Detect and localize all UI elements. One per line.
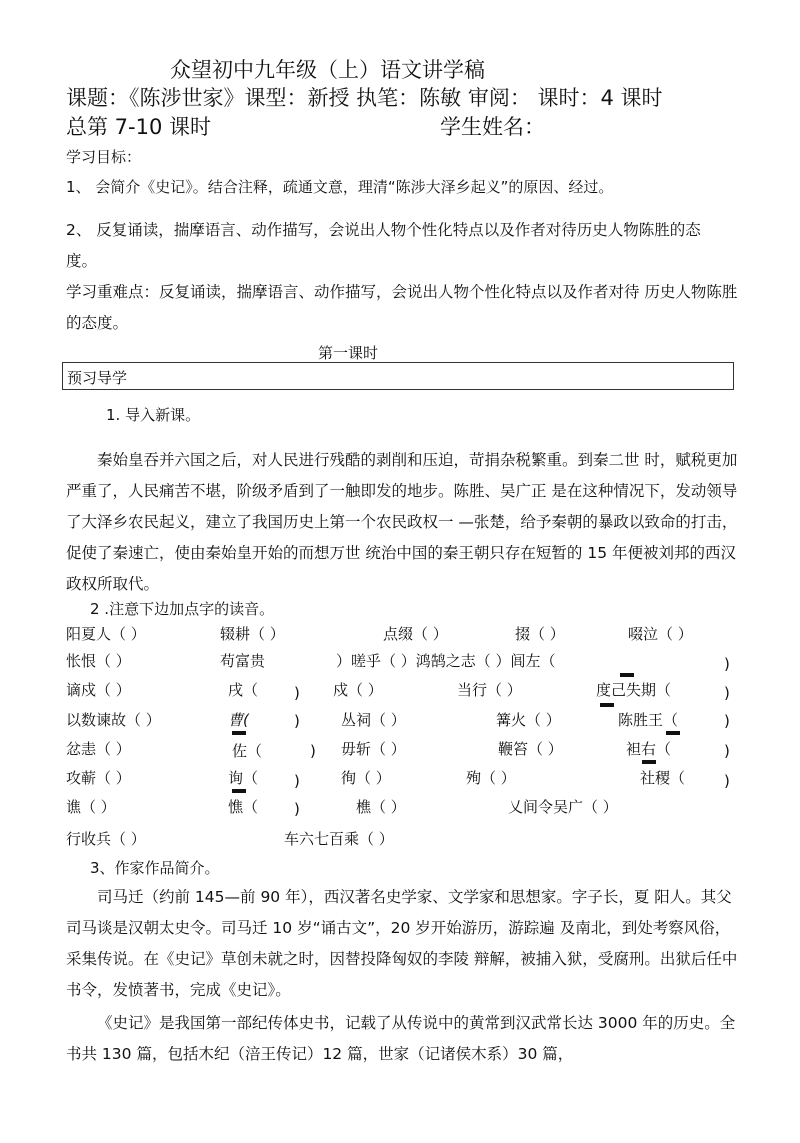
item-2: 2 .注意下边加点字的读音。 (90, 600, 275, 618)
lesson-heading: 第一课时 (318, 344, 379, 362)
pron-cell: ) (294, 772, 300, 790)
goal-2: 2、 反复诵读，揣摩语言、动作描写，会说出人物个性化特点以及作者对待历史人物陈胜的态度。 (66, 221, 701, 270)
pron-cell: 苟富贵 (220, 652, 266, 670)
dot-mark (232, 789, 246, 793)
document-title: 众望初中九年级（上）语文讲学稿 (170, 58, 485, 82)
pron-cell: 忿恚（ ） (66, 740, 131, 758)
pron-cell: ) (294, 684, 300, 702)
pron-cell: 怅恨（ ） (66, 652, 131, 670)
pron-cell: 曹( (228, 711, 249, 729)
pron-cell: 毋斩（ ） (341, 740, 406, 758)
pron-cell: 篝火（ ） (496, 711, 561, 729)
pron-cell: ) (724, 655, 730, 673)
pron-cell: 袒右（ (626, 740, 672, 758)
dot-mark (666, 731, 680, 735)
dot-mark (600, 703, 614, 707)
pron-cell: ）嗟乎（ ）鸿鹄之志（ ）闾左（ (336, 652, 556, 670)
pron-cell: 掇（ ） (515, 625, 565, 643)
pron-cell: 戌（ (228, 681, 259, 699)
pron-cell: 徇（ ） (341, 769, 391, 787)
pron-cell: 乂间令吴广（ ） (508, 798, 618, 816)
lesson-count: 总第 7‑10 课时 (66, 115, 212, 139)
pron-cell: 陈胜王（ (618, 711, 679, 729)
pron-cell: 度己失期（ (596, 681, 672, 699)
pron-cell: 戍（ ） (333, 681, 383, 699)
pron-cell: 谯（ ） (66, 798, 116, 816)
preview-box (62, 362, 734, 390)
dot-mark (232, 731, 246, 735)
pron-cell: 阳夏人（ ） (66, 625, 146, 643)
pron-cell: 社稷（ (640, 769, 686, 787)
pron-cell: 丛祠（ ） (341, 711, 406, 729)
course-info-line: 课题：《陈涉世家》课型：新授 执笔：陈敏 审阅： 课时：4 课时 (66, 86, 663, 110)
shiji-paragraph: 《史记》是我国第一部纪传体史书，记载了从传说中的黄常到汉武常长达 3000 年的历史。全书共 130 篇，包括木纪（涪王传记）12 篇，世家（记诸侯木系）30 篇， (66, 1014, 736, 1063)
goal-1: 1、 会简介《史记》。结合注释，疏通文意，理清“陈涉大泽乡起义”的原因、经过。 (66, 178, 614, 196)
pron-cell: 辍耕（ ） (220, 625, 285, 643)
pron-cell: 询（ (228, 769, 259, 787)
pron-cell: 殉（ ） (466, 769, 516, 787)
pron-cell: 以数谏故（ ） (66, 711, 161, 729)
key-points: 学习重难点：反复诵读，揣摩语言、动作描写，会说出人物个性化特点以及作者对待 历史人物陈胜的态度。 (66, 283, 738, 332)
item-1: 1. 导入新课。 (106, 406, 201, 424)
pron-cell: 当行（ ） (457, 681, 522, 699)
pron-cell: 鞭笞（ ） (498, 740, 563, 758)
author-paragraph: 司马迁（约前 145—前 90 年），西汉著名史学家、文学家和思想家。字子长，夏 阳人。其父司马谈是汉朝太史令。司马迁 10 岁“诵古文”，20 岁开始游历，游踪遍 及南北，到处考察风俗，采集传说。在《史记》草创未就之时，因替投降匈奴的李陵 辩解，被捕入狱，受腐刑。出狱后任中书令，发愤著书，完成《史记》。 (66, 888, 738, 999)
dot-mark (642, 760, 656, 764)
pron-cell: 佐（ (232, 742, 263, 760)
pron-cell: 点缀（ ） (383, 625, 448, 643)
goals-label: 学习目标： (66, 148, 142, 166)
pron-cell: ) (294, 712, 300, 730)
pron-cell: 啜泣（ ） (628, 625, 693, 643)
intro-paragraph: 秦始皇吞并六国之后，对人民进行残酷的剥削和压迫，苛捐杂税繁重。到秦二世 时，赋税更加严重了，人民痛苦不堪，阶级矛盾到了一触即发的地步。陈胜、吴广正 是在这种情况下，发动领导了大泽乡农民起义，建立了我国历史上第一个农民政权一 —张楚，给予秦朝的暴政以致命的打击，促使了秦速亡，使由秦始皇开始的而想万世 统治中国的秦王朝只存在短暂的 15 年便被刘邦的西汉政权所取代。 (66, 451, 738, 593)
student-name-label: 学生姓名： (440, 115, 545, 139)
pron-cell: 行收兵（ ） (66, 830, 146, 848)
pron-cell: ) (294, 800, 300, 818)
pron-cell: 谪戍（ ） (66, 681, 131, 699)
item-3: 3、作家作品简介。 (90, 859, 220, 877)
pron-cell: 攻蕲（ ） (66, 769, 131, 787)
dot-mark (620, 673, 634, 677)
pron-cell: 樵（ ） (356, 798, 406, 816)
pron-cell: ) (310, 742, 316, 760)
preview-box-label: 预习导学 (67, 369, 128, 387)
pron-cell: 憔（ (228, 798, 259, 816)
pron-cell: 车六七百乘（ ） (284, 830, 394, 848)
